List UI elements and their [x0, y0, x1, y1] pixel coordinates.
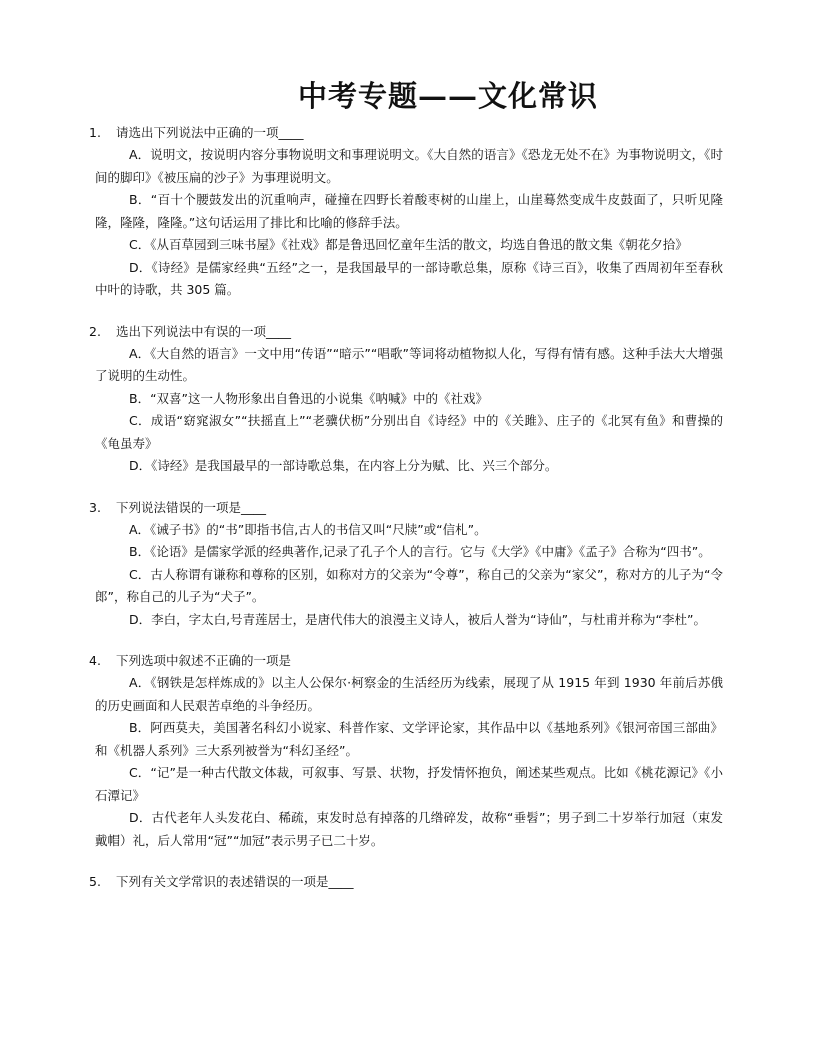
- question-3: [89, 497, 723, 632]
- option-c: C．成语“窈窕淑女”“扶摇直上”“老骥伏枥”分别出自《诗经》中的《关雎》、庄子的《北冥有鱼》和曹操的《龟虽寿》: [95, 413, 723, 451]
- question-4: [89, 650, 723, 852]
- question-stem: [89, 122, 723, 144]
- question-text: 选出下列说法中有误的一项____: [116, 323, 292, 339]
- option-c: C．“记”是一种古代散文体裁，可叙事、写景、状物，抒发情怀抱负，阐述某些观点。比如《桃花源记》《小石潭记》: [95, 765, 723, 803]
- question-text: 下列选项中叙述不正确的一项是: [116, 653, 292, 668]
- option-a: A．《大自然的语言》一文中用“传语”“暗示”“唱歌”等词将动植物拟人化，写得有情有感。这种手法大大增强了说明的生动性。: [95, 345, 723, 383]
- question-1: [89, 122, 723, 302]
- option-c: C．《从百草园到三味书屋》《社戏》都是鲁迅回忆童年生活的散文，均选自鲁迅的散文集《朝花夕拾》: [129, 237, 688, 252]
- question-number: 1.: [89, 125, 101, 140]
- option-a: A．《诫子书》的“书”即指书信,古人的书信又叫“尺牍”或“信札”。: [129, 521, 487, 537]
- question-5: [89, 871, 723, 893]
- question-text: 下列有关文学常识的表述错误的一项是____: [116, 874, 354, 889]
- option-a: A．《钢铁是怎样炼成的》以主人公保尔·柯察金的生活经历为线索，展现了从 1915 年到 1930 年前后苏俄的历史画面和人民艰苦卓绝的斗争经历。: [95, 675, 723, 713]
- option-b: B．《论语》是儒家学派的经典著作,记录了孔子个人的言行。它与《大学》《中庸》《孟子》合称为“四书”。: [129, 544, 711, 559]
- question-number: 4.: [89, 653, 101, 668]
- option-c: C．古人称谓有谦称和尊称的区别，如称对方的父亲为“令尊”，称自己的父亲为“家父”，称对方的儿子为“令郎”，称自己的儿子为“犬子”。: [95, 566, 723, 604]
- question-number: 5.: [89, 874, 101, 889]
- page-title: 中考专题——文化常识: [297, 79, 598, 113]
- question-text: 请选出下列说法中正确的一项____: [116, 125, 304, 140]
- question-stem: [89, 650, 723, 672]
- question-stem: [89, 497, 723, 519]
- option-d: D．《诗经》是我国最早的一部诗歌总集，在内容上分为赋、比、兴三个部分。: [129, 458, 558, 473]
- question-stem: [89, 871, 723, 893]
- option-b: B．“百十个腰鼓发出的沉重响声，碰撞在四野长着酸枣树的山崖上，山崖蓦然变成牛皮鼓面了，只听见隆隆，隆隆，隆隆。”这句话运用了排比和比喻的修辞手法。: [95, 192, 723, 230]
- option-d: D．《诗经》是儒家经典“五经”之一，是我国最早的一部诗歌总集，原称《诗三百》，收集了西周初年至春秋中叶的诗歌，共 305 篇。: [95, 259, 723, 297]
- question-number: 2.: [89, 323, 101, 339]
- option-d: D．李白，字太白,号青莲居士，是唐代伟大的浪漫主义诗人，被后人誉为“诗仙”，与杜甫并称为“李杜”。: [129, 611, 707, 627]
- question-list: [89, 122, 723, 912]
- question-text: 下列说法错误的一项是____: [116, 499, 267, 515]
- question-2: [89, 321, 723, 478]
- question-stem: [89, 321, 723, 343]
- option-a: A．说明文，按说明内容分事物说明文和事理说明文。《大自然的语言》《恐龙无处不在》为事物说明文，《时间的脚印》《被压扁的沙子》为事理说明文。: [95, 147, 723, 185]
- question-number: 3.: [89, 499, 101, 515]
- option-d: D．古代老年人头发花白、稀疏，束发时总有掉落的几绺碎发，故称“垂髫”；男子到二十岁举行加冠（束发戴帽）礼，后人常用“冠”“加冠”表示男子已二十岁。: [95, 810, 723, 848]
- option-b: B．“双喜”这一人物形象出自鲁迅的小说集《呐喊》中的《社戏》: [129, 390, 489, 406]
- option-b: B．阿西莫夫，美国著名科幻小说家、科普作家、文学评论家，其作品中以《基地系列》《银河帝国三部曲》和《机器人系列》三大系列被誉为“科幻圣经”。: [95, 720, 723, 758]
